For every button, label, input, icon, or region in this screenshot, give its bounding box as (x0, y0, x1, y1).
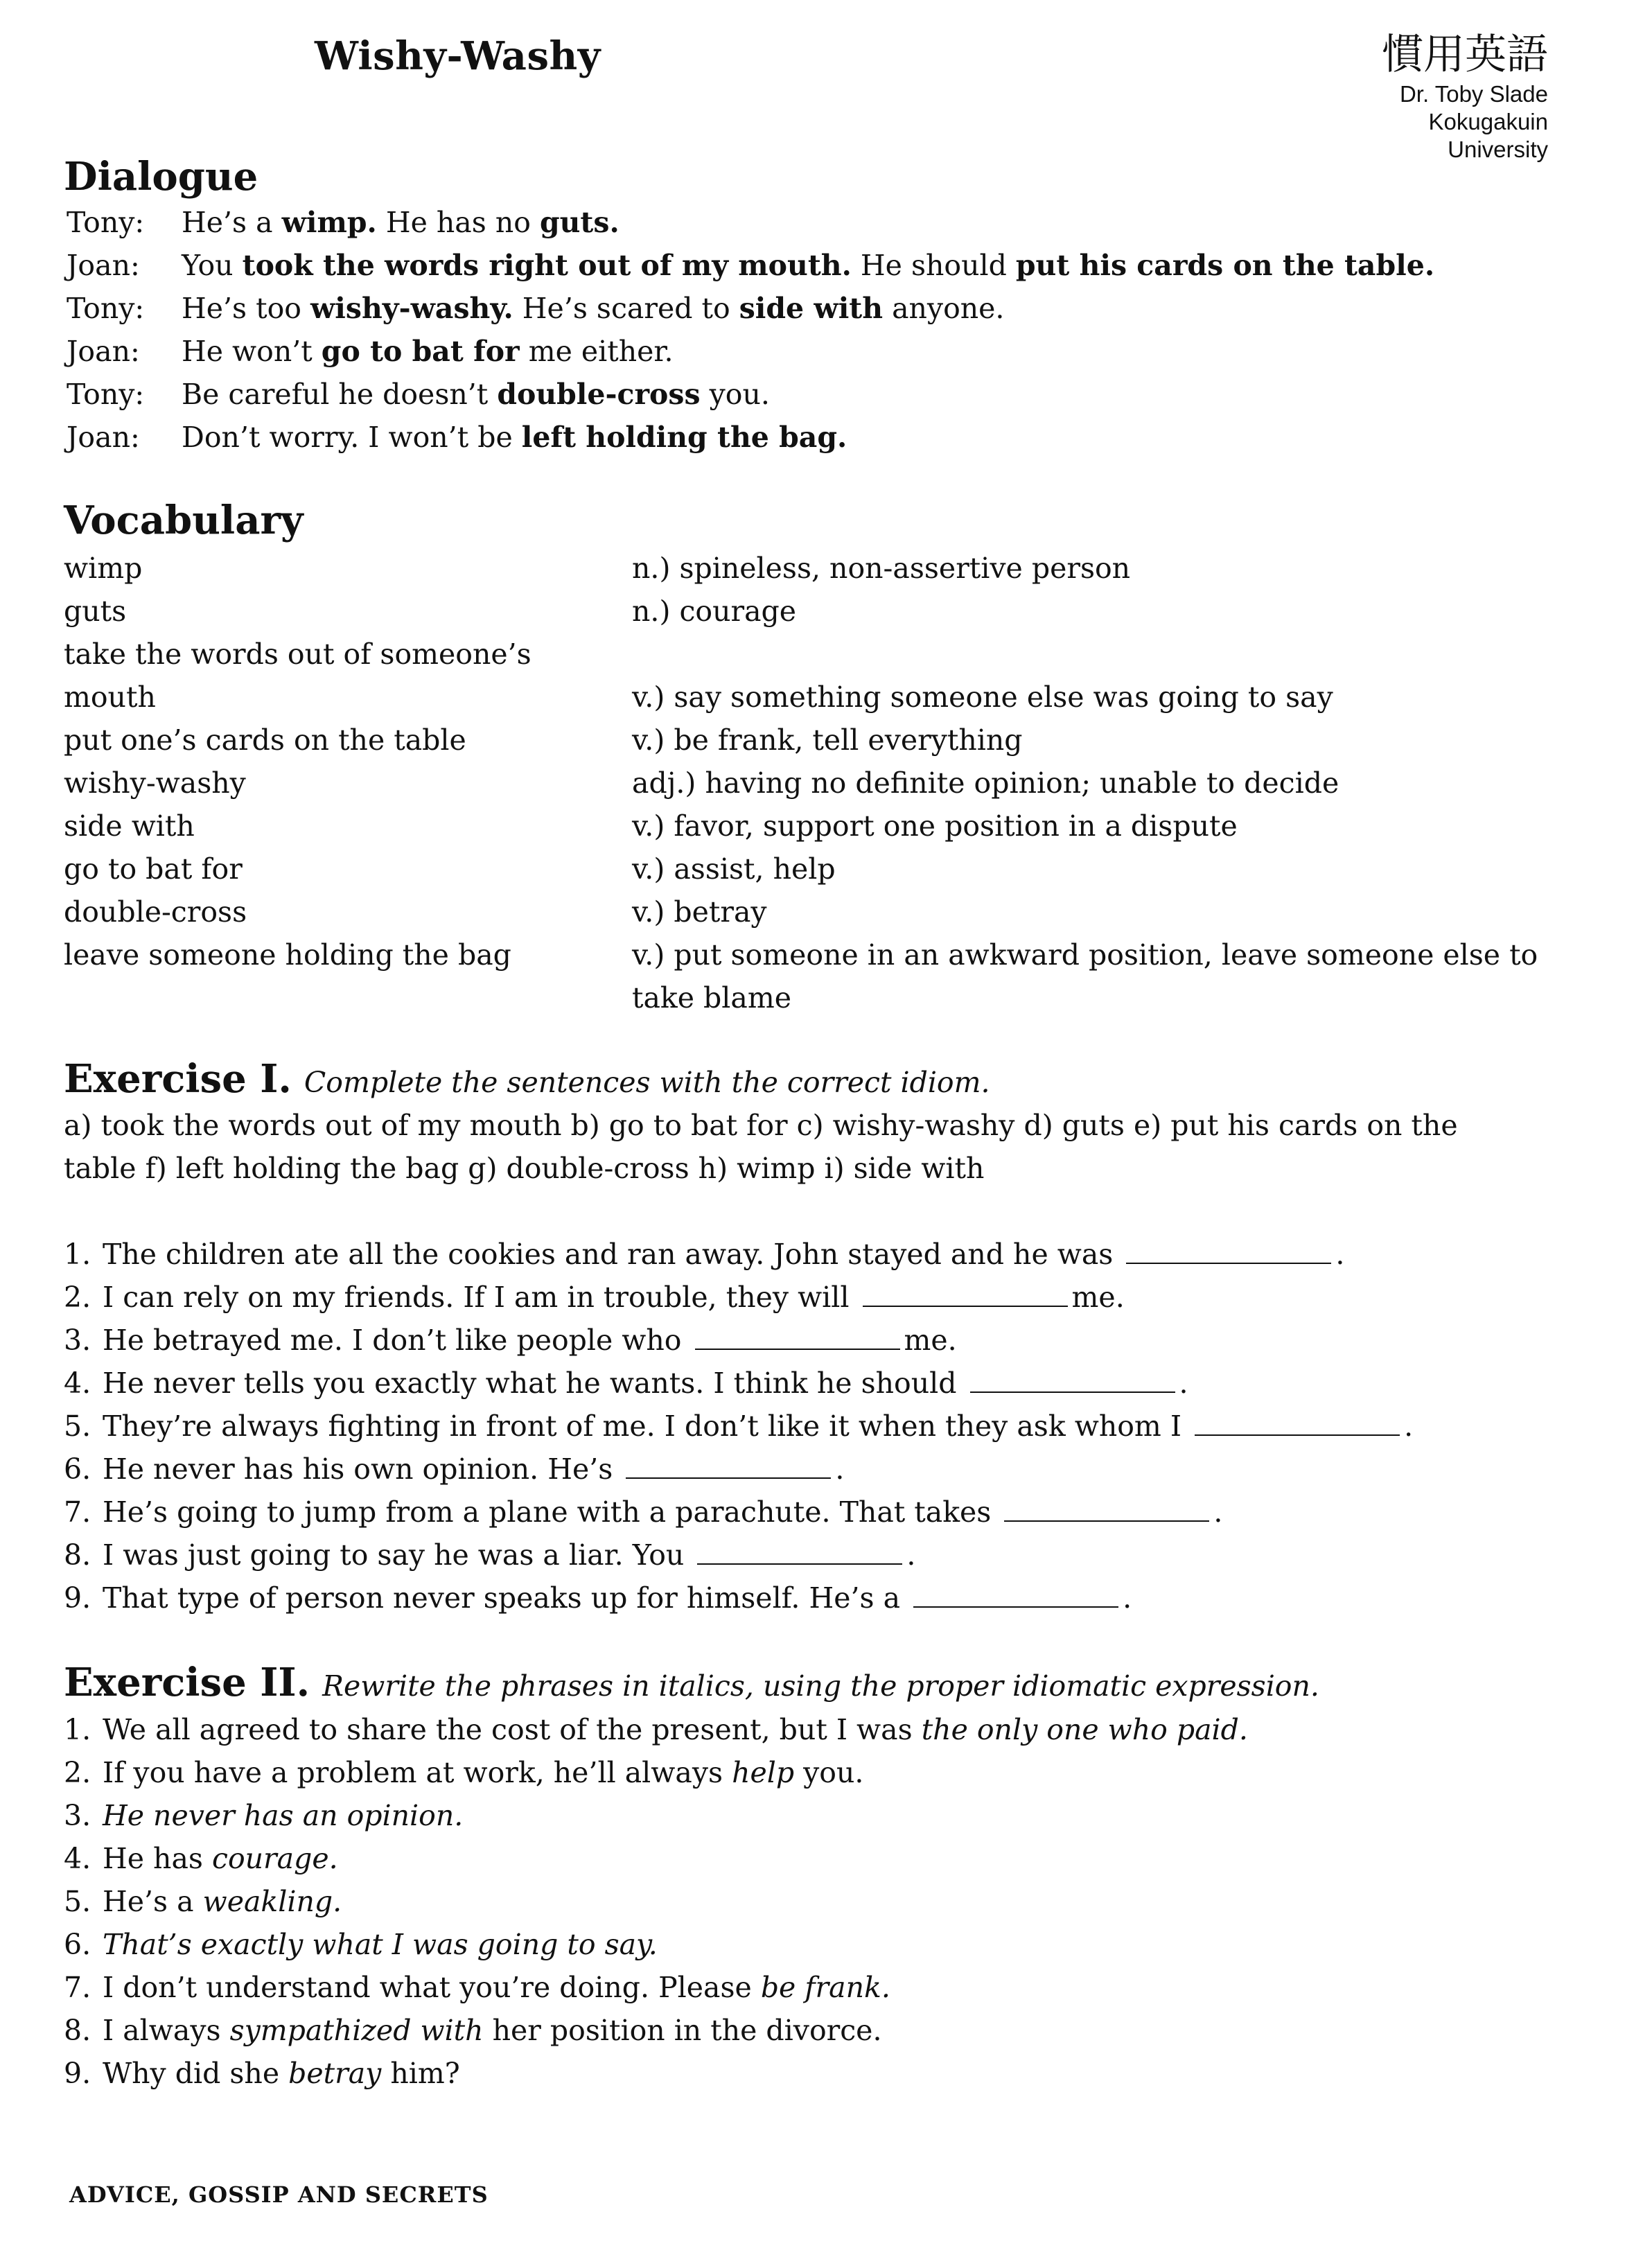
dialogue-line-text (182, 377, 770, 412)
dialogue-text-segment: He’s too (182, 292, 311, 325)
vocabulary-term: side with (64, 809, 195, 843)
exercise-1-item (64, 1495, 1222, 1529)
institution-line-2: University (1448, 137, 1548, 162)
item-text-segment: He has (103, 1842, 212, 1875)
vocabulary-definition: n.) spineless, non-assertive person (632, 552, 1131, 585)
italic-phrase: courage. (211, 1842, 338, 1875)
exercise-2-item (64, 1756, 863, 1789)
exercise-2-item (64, 1885, 342, 1918)
exercise-2-item (64, 1842, 338, 1875)
exercise-1-options-line-1: a) took the words out of my mouth b) go to bat for c) wishy-washy d) guts e) put his cards on the (64, 1109, 1458, 1142)
item-number: 5. (64, 1410, 91, 1443)
dialogue-line-text (182, 420, 847, 455)
dialogue-text-segment: He’s scared to (513, 292, 739, 325)
author-name: Dr. Toby Slade (1399, 81, 1548, 107)
item-sentence: I was just going to say he was a liar. You (103, 1538, 694, 1572)
item-number: 4. (64, 1367, 91, 1400)
italic-phrase: the only one who paid. (921, 1713, 1248, 1746)
exercise-1-item (64, 1410, 1413, 1443)
dialogue-line-text (182, 291, 1004, 326)
vocabulary-definition: v.) say something someone else was going to say (632, 680, 1333, 714)
vocabulary-term: leave someone holding the bag (64, 938, 511, 972)
answer-blank[interactable] (970, 1371, 1175, 1393)
vocabulary-term: guts (64, 595, 127, 628)
exercise-2-item (64, 1713, 1248, 1746)
exercise-2-item (64, 2057, 460, 2090)
vocabulary-term: take the words out of someone’s (64, 638, 531, 671)
dialogue-line-text (182, 334, 674, 369)
item-number: 1. (64, 1238, 91, 1271)
item-sentence-end: . (1335, 1238, 1345, 1271)
dialogue-text-segment: He won’t (182, 335, 322, 368)
vocabulary-definition: v.) assist, help (632, 852, 836, 886)
exercise-2-item (64, 1799, 463, 1832)
italic-phrase: be frank. (760, 1971, 890, 2004)
dialogue-speaker: Joan: (67, 335, 140, 368)
exercise-1-item (64, 1367, 1188, 1400)
dialogue-text-segment: anyone. (883, 292, 1005, 325)
dialogue-text-segment: He’s a (182, 206, 282, 239)
item-number: 4. (64, 1842, 91, 1875)
vocabulary-definition: v.) be frank, tell everything (632, 723, 1023, 757)
item-number: 7. (64, 1495, 91, 1529)
item-sentence-end: . (1179, 1367, 1188, 1400)
item-sentence: That type of person never speaks up for himself. He’s a (103, 1581, 910, 1615)
item-number: 2. (64, 1756, 91, 1789)
dialogue-text-segment: Be careful he doesn’t (182, 378, 498, 411)
item-sentence-end: me. (904, 1324, 957, 1357)
item-number: 1. (64, 1713, 91, 1746)
item-sentence: He betrayed me. I don’t like people who (103, 1324, 691, 1357)
institution-line-1: Kokugakuin (1428, 109, 1548, 134)
dialogue-text-segment: He should (851, 249, 1016, 282)
vocabulary-definition: n.) courage (632, 595, 797, 628)
exercise-1-instruction: Complete the sentences with the correct idiom. (304, 1066, 990, 1099)
vocabulary-heading: Vocabulary (64, 498, 304, 543)
answer-blank[interactable] (1126, 1242, 1331, 1264)
page-title: Wishy-Washy (315, 33, 601, 79)
item-sentence-end: . (835, 1452, 845, 1486)
dialogue-heading: Dialogue (64, 154, 258, 200)
idiom-highlight: double-cross (497, 378, 701, 411)
vocabulary-term: wimp (64, 552, 143, 585)
item-sentence-end: . (1404, 1410, 1414, 1443)
dialogue-speaker: Tony: (67, 292, 145, 325)
item-number: 3. (64, 1799, 91, 1832)
item-sentence-end: me. (1071, 1281, 1125, 1314)
vocabulary-definition: adj.) having no definite opinion; unable to decide (632, 766, 1339, 800)
italic-phrase: sympathized with (229, 2014, 484, 2047)
item-text-segment: I don’t understand what you’re doing. Please (103, 1971, 761, 2004)
idiom-highlight: wishy-washy. (310, 292, 513, 325)
footer-chapter-title: ADVICE, GOSSIP AND SECRETS (69, 2181, 489, 2208)
idiom-highlight: guts. (539, 206, 620, 239)
vocabulary-term: put one’s cards on the table (64, 723, 466, 757)
item-sentence-end: . (1123, 1581, 1132, 1615)
answer-blank[interactable] (626, 1457, 831, 1479)
vocabulary-definition: v.) betray (632, 895, 767, 929)
dialogue-speaker: Tony: (67, 206, 145, 239)
item-text-segment: her position in the divorce. (483, 2014, 882, 2047)
answer-blank[interactable] (913, 1586, 1118, 1608)
item-text-segment: you. (794, 1756, 864, 1789)
answer-blank[interactable] (697, 1543, 902, 1565)
item-text-segment: Why did she (103, 2057, 289, 2090)
idiom-highlight: took the words right out of my mouth. (242, 249, 852, 282)
item-text-segment: If you have a problem at work, he’ll always (103, 1756, 732, 1789)
idiom-highlight: side with (739, 292, 884, 325)
exercise-1-item (64, 1581, 1132, 1615)
vocabulary-definition: take blame (632, 981, 792, 1015)
idiom-highlight: go to bat for (321, 335, 520, 368)
exercise-1-item (64, 1538, 915, 1572)
vocabulary-term: wishy-washy (64, 766, 246, 800)
exercise-2-heading (64, 1660, 1319, 1705)
vocabulary-term: double-cross (64, 895, 247, 929)
idiom-highlight: put his cards on the table. (1015, 249, 1435, 282)
italic-phrase: weakling. (202, 1885, 342, 1918)
item-sentence: The children ate all the cookies and ran away. John stayed and he was (103, 1238, 1123, 1271)
item-number: 8. (64, 1538, 91, 1572)
dialogue-text-segment: Don’t worry. I won’t be (182, 421, 522, 454)
item-text-segment: We all agreed to share the cost of the present, but I was (103, 1713, 922, 1746)
item-text-segment: him? (381, 2057, 460, 2090)
dialogue-line-text (182, 205, 620, 240)
item-sentence: He never tells you exactly what he wants. I think he should (103, 1367, 966, 1400)
exercise-1-title: Exercise I. (64, 1056, 292, 1102)
exercise-1-heading (64, 1056, 990, 1102)
exercise-2-title: Exercise II. (64, 1660, 310, 1705)
header-credit (1382, 29, 1548, 164)
answer-blank[interactable] (695, 1328, 900, 1350)
exercise-2-item (64, 2014, 881, 2047)
vocabulary-term: mouth (64, 680, 156, 714)
item-number: 2. (64, 1281, 91, 1314)
item-number: 9. (64, 2057, 91, 2090)
dialogue-speaker: Joan: (67, 249, 140, 282)
idiom-highlight: wimp. (281, 206, 377, 239)
answer-blank[interactable] (863, 1285, 1068, 1307)
italic-phrase: That’s exactly what I was going to say. (103, 1928, 658, 1961)
dialogue-speaker: Joan: (67, 421, 140, 454)
item-number: 8. (64, 2014, 91, 2047)
dialogue-text-segment: me either. (519, 335, 674, 368)
dialogue-text-segment: He has no (376, 206, 540, 239)
exercise-1-item (64, 1324, 957, 1357)
vocabulary-term: go to bat for (64, 852, 243, 886)
exercise-2-instruction: Rewrite the phrases in italics, using the proper idiomatic expression. (322, 1669, 1319, 1703)
item-sentence: I can rely on my friends. If I am in trouble, they will (103, 1281, 859, 1314)
vocabulary-definition: v.) put someone in an awkward position, leave someone else to (632, 938, 1538, 972)
item-sentence: He’s going to jump from a plane with a parachute. That takes (103, 1495, 1001, 1529)
italic-phrase: betray (288, 2057, 382, 2090)
dialogue-text-segment: You (182, 249, 243, 282)
item-number: 7. (64, 1971, 91, 2004)
italic-phrase: He never has an opinion. (103, 1799, 464, 1832)
item-number: 5. (64, 1885, 91, 1918)
item-number: 6. (64, 1452, 91, 1486)
item-text-segment: I always (103, 2014, 230, 2047)
exercise-1-item (64, 1452, 844, 1486)
exercise-1-options-line-2: table f) left holding the bag g) double-cross h) wimp i) side with (64, 1152, 985, 1185)
dialogue-speaker: Tony: (67, 378, 145, 411)
exercise-1-item (64, 1238, 1344, 1271)
exercise-2-item (64, 1971, 890, 2004)
item-sentence-end: . (906, 1538, 916, 1572)
item-number: 3. (64, 1324, 91, 1357)
italic-phrase: help (732, 1756, 795, 1789)
dialogue-text-segment: you. (700, 378, 770, 411)
item-number: 6. (64, 1928, 91, 1961)
header-kanji: 慣用英語 (1382, 30, 1548, 79)
item-sentence: They’re always fighting in front of me. I don’t like it when they ask whom I (103, 1410, 1191, 1443)
item-sentence-end: . (1213, 1495, 1223, 1529)
answer-blank[interactable] (1004, 1500, 1209, 1522)
answer-blank[interactable] (1195, 1414, 1400, 1436)
idiom-highlight: left holding the bag. (521, 421, 847, 454)
dialogue-line-text (182, 248, 1434, 283)
exercise-1-item (64, 1281, 1125, 1314)
vocabulary-definition: v.) favor, support one position in a dispute (632, 809, 1238, 843)
exercise-2-item (64, 1928, 658, 1961)
item-sentence: He never has his own opinion. He’s (103, 1452, 622, 1486)
item-text-segment: He’s a (103, 1885, 203, 1918)
item-number: 9. (64, 1581, 91, 1615)
